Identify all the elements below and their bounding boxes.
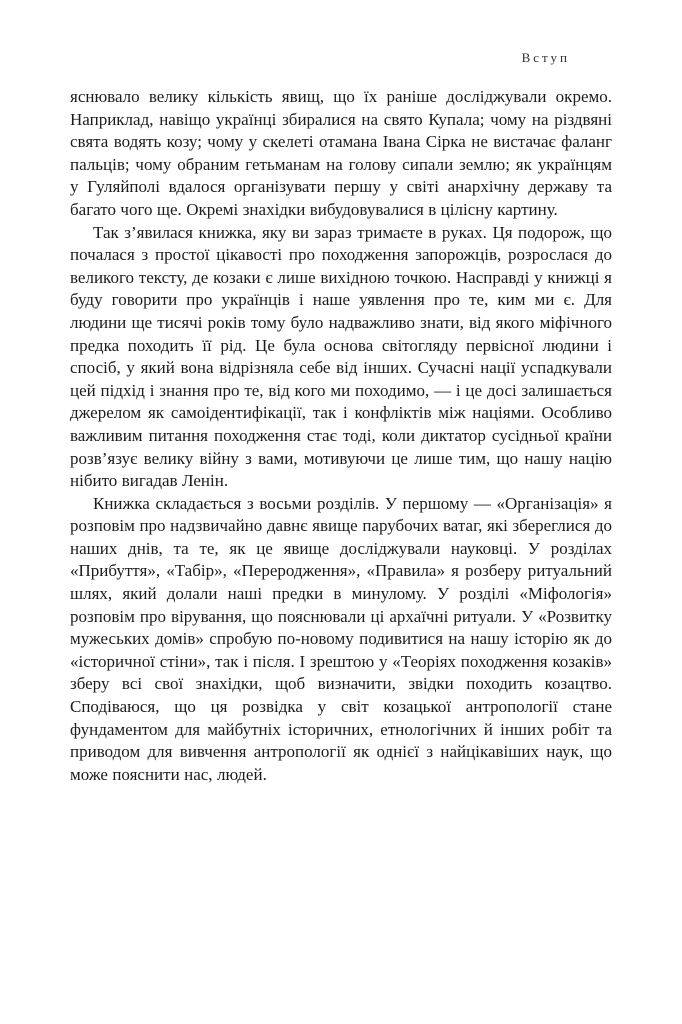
paragraph: Так з’явилася книжка, яку ви зараз тримаєте в руках. Ця подорож, що почалася з простої цікавості про походження запорожців, розрослася до великого тексту, де козаки є лише вихідною точкою. Насправді у книжці я буду говорити про українців і наше уявлення про те, ким ми є. Для людини ще тисячі років тому було надважливо знати, від якого міфічного предка походить її рід. Це була основа світогляду первісної людини і спосіб, у який вона відрізняла себе від інших. Сучасні нації успадкували цей підхід і знання про те, від кого ми походимо, — і це досі залишається джерелом як самоідентифікації, так і конфліктів між націями. Особливо важливим питання походження стає тоді, коли диктатор сусідньої країни розв’язує велику війну з вами, мотивуючи це лише тим, що нашу націю нібито вигадав Ленін.	[70, 222, 612, 491]
paragraph: Книжка складається з восьми розділів. У першому — «Організація» я розповім про надзвичайно давнє явище парубочих ватаг, які збереглися до наших днів, та те, як це явище досліджували науковці. У розділах «Прибуття», «Табір», «Переродження», «Правила» я розберу ритуальний шлях, який долали наші предки в минулому. У розділі «Міфологія» розповім про вірування, що пояснювали ці архаїчні ритуали. У «Розвитку мужеських домів» спробую по-новому подивитися на нашу історію як до «історичної стіни», так і після. І зрештою у «Теоріях походження козаків» зберу всі свої знахідки, щоб визначити, звідки походить козацтво. Сподіваюся, що ця розвідка у світ козацької антропології стане фундаментом для майбутніх історичних, етнологічних й інших робіт та приводом для вивчення антропології як однієї з найцікавіших наук, що може пояснити нас, людей.	[70, 493, 612, 784]
paragraph-continuation: яснювало велику кількість явищ, що їх раніше досліджували окремо. Наприклад, навіщо українці збиралися на свято Купала; чому на різдвяні свята водять козу; чому у скелеті отамана Івана Сірка не вистачає фаланг пальців; чому обраним гетьманам на голову сипали землю; як українцям у Гуляйполі вдалося організувати першу у світі анархічну державу та багато чого ще. Окремі знахідки вибудовувалися в цілісну картину.	[70, 87, 612, 219]
running-header: Вступ	[521, 50, 570, 65]
page-body	[70, 86, 612, 786]
